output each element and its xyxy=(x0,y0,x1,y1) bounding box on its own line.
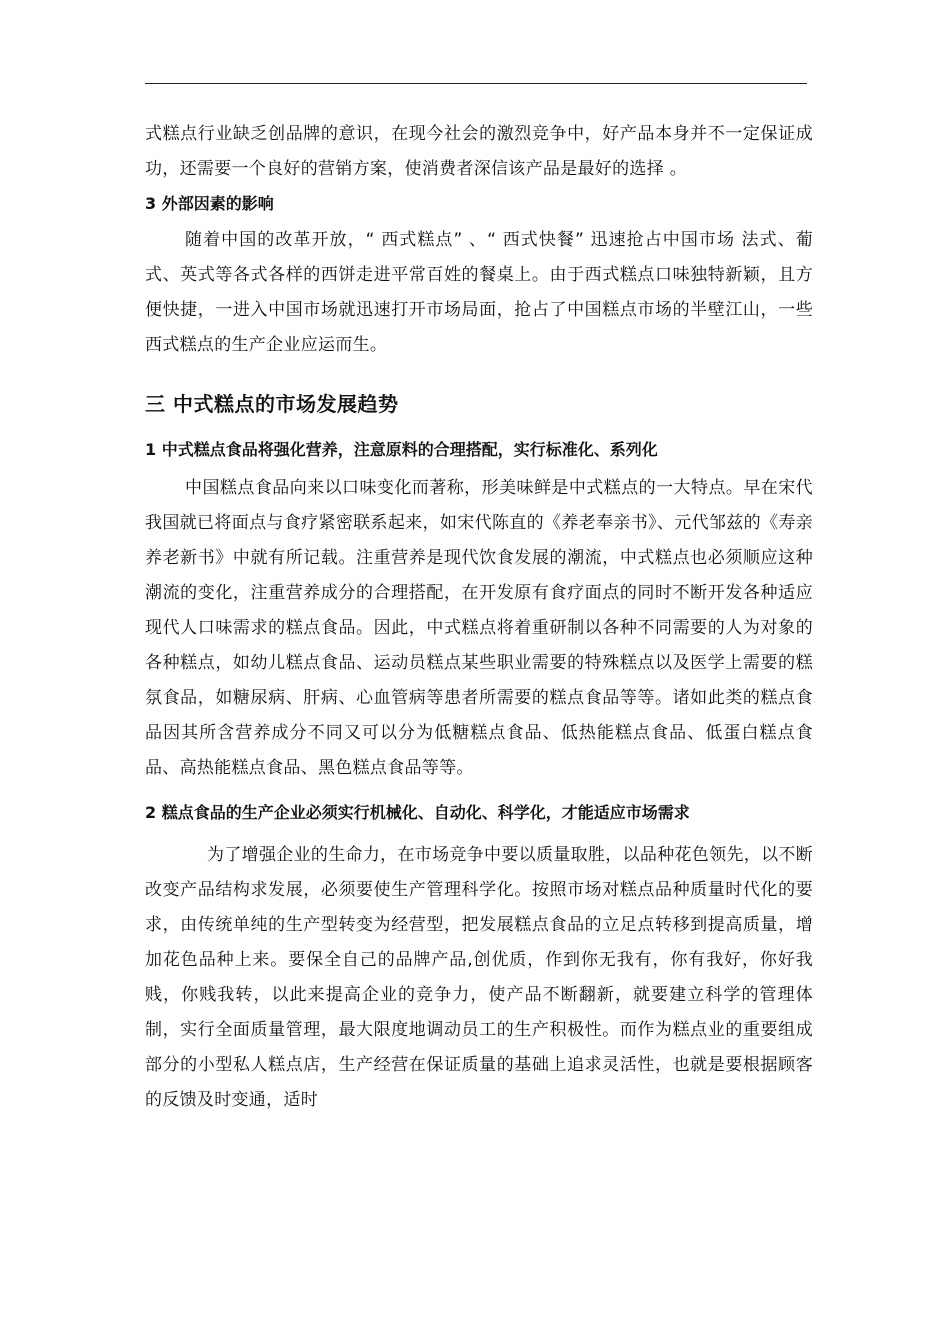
continuation-paragraph: 式糕点行业缺乏创品牌的意识，在现今社会的激烈竞争中，好产品本身并不一定保证成功，还需要一个良好的营销方案，使消费者深信该产品是最好的选择 。 xyxy=(145,124,813,179)
chapter-heading: 三 中式糕点的市场发展趋势 xyxy=(145,392,399,416)
section-3-heading: 3 外部因素的影响 xyxy=(145,194,274,213)
header-rule xyxy=(145,83,807,84)
subsection-1-paragraph: 中国糕点食品向来以口味变化而著称，形美味鲜是中式糕点的一大特点。早在宋代我国就已将面点与食疗紧密联系起来，如宋代陈直的《养老奉亲书》、元代邹兹的《寿亲养老新书》中就有所记载。注重营养是现代饮食发展的潮流，中式糕点也必须顺应这种潮流的变化，注重营养成分的合理搭配，在开发原有食疗面点的同时不断开发各种适应现代人口味需求的糕点食品。因此，中式糕点将着重研制以各种不同需要的人为对象的各种糕点，如幼儿糕点食品、运动员糕点某些职业需要的特殊糕点以及医学上需要的糕氛食品，如糖尿病、肝病、心血管病等患者所需要的糕点食品等等。诸如此类的糕点食品因其所含营养成分不同又可以分为低糖糕点食品、低热能糕点食品、低蛋白糕点食品、高热能糕点食品、黑色糕点食品等等。 xyxy=(145,478,813,778)
subsection-1-heading: 1 中式糕点食品将强化营养，注意原料的合理搭配，实行标准化、系列化 xyxy=(145,440,658,459)
page-content xyxy=(145,117,813,1118)
section-3-paragraph: 随着中国的改革开放，“ 西式糕点” 、“ 西式快餐” 迅速抢占中国市场 法式、葡式、英式等各式各样的西饼走进平常百姓的餐桌上。由于西式糕点口味独特新颖，且方便快捷，一进入中国市场就迅速打开市场局面，抢占了中国糕点市场的半壁江山，一些西式糕点的生产企业应运而生。 xyxy=(145,230,813,355)
subsection-2-heading: 2 糕点食品的生产企业必须实行机械化、自动化、科学化，才能适应市场需求 xyxy=(145,803,690,822)
subsection-2-paragraph: 为了增强企业的生命力，在市场竞争中要以质量取胜，以品种花色领先，以不断改变产品结构求发展，必须要使生产管理科学化。按照市场对糕点品种质量时代化的要求，由传统单纯的生产型转变为经营型，把发展糕点食品的立足点转移到提高质量，增加花色品种上来。要保全自己的品牌产品,创优质，作到你无我有，你有我好，你好我贱，你贱我转，以此来提高企业的竞争力，使产品不断翻新，就要建立科学的管理体制，实行全面质量管理，最大限度地调动员工的生产积极性。而作为糕点业的重要组成部分的小型私人糕点店，生产经营在保证质量的基础上追求灵活性，也就是要根据顾客的反馈及时变通，适时 xyxy=(145,845,813,1110)
